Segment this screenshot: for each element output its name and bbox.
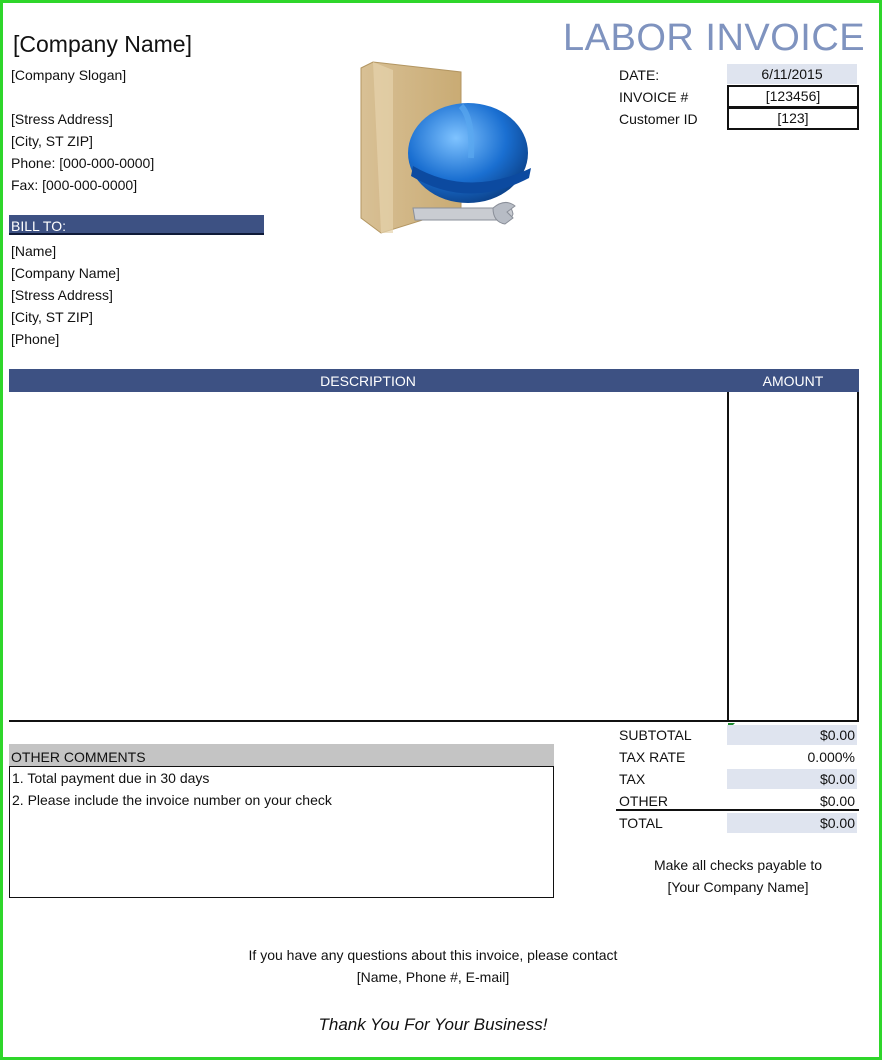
bill-to-address: [Stress Address] (11, 287, 113, 303)
company-city: [City, ST ZIP] (11, 133, 93, 149)
amount-column[interactable] (727, 392, 859, 722)
company-fax: Fax: [000-000-0000] (11, 177, 138, 193)
bill-to-heading: BILL TO: (9, 215, 264, 235)
customer-id-label: Customer ID (619, 111, 698, 127)
subtotal-label: SUBTOTAL (619, 727, 692, 743)
invoice-number-field[interactable]: [123456] (727, 85, 859, 108)
company-slogan: [Company Slogan] (11, 67, 127, 83)
company-name: [Company Name] (13, 31, 192, 57)
description-area[interactable] (9, 392, 727, 722)
subtotal-value: $0.00 (727, 725, 857, 745)
description-column-header: DESCRIPTION (320, 373, 416, 389)
thank-you-note: Thank You For Your Business! (318, 1015, 548, 1034)
tax-value: $0.00 (727, 769, 857, 789)
contact-line-1: If you have any questions about this invoice, please contact (248, 947, 618, 963)
contact-line-2: [Name, Phone #, E-mail] (356, 969, 510, 985)
date-field[interactable]: 6/11/2015 (727, 64, 857, 84)
bill-to-phone: [Phone] (11, 331, 60, 347)
other-comments-heading: OTHER COMMENTS (9, 744, 554, 766)
folder-helmet-wrench-icon (353, 58, 533, 238)
bill-to-name: [Name] (11, 243, 57, 259)
comment-line-2: 2. Please include the invoice number on your check (12, 792, 332, 808)
tax-rate-value[interactable]: 0.000% (807, 749, 855, 765)
comment-line-1: 1. Total payment due in 30 days (12, 770, 210, 786)
date-label: DATE: (619, 67, 660, 83)
total-label: TOTAL (619, 815, 663, 831)
payable-line-2: [Your Company Name] (667, 879, 809, 895)
items-table-header (9, 369, 859, 392)
totals-divider (616, 809, 859, 811)
total-value: $0.00 (727, 813, 857, 833)
other-label: OTHER (619, 793, 668, 809)
invoice-title: LABOR INVOICE (563, 17, 866, 59)
other-value[interactable]: $0.00 (819, 793, 855, 809)
payable-line-1: Make all checks payable to (653, 857, 823, 873)
tax-rate-label: TAX RATE (619, 749, 686, 765)
amount-column-header: AMOUNT (762, 373, 824, 389)
bill-to-city: [City, ST ZIP] (11, 309, 93, 325)
tax-label: TAX (619, 771, 646, 787)
bill-to-company: [Company Name] (11, 265, 120, 281)
customer-id-field[interactable]: [123] (727, 107, 859, 130)
company-address: [Stress Address] (11, 111, 113, 127)
invoice-number-label: INVOICE # (619, 89, 689, 105)
company-phone: Phone: [000-000-0000] (11, 155, 155, 171)
other-comments-box[interactable] (9, 766, 554, 898)
